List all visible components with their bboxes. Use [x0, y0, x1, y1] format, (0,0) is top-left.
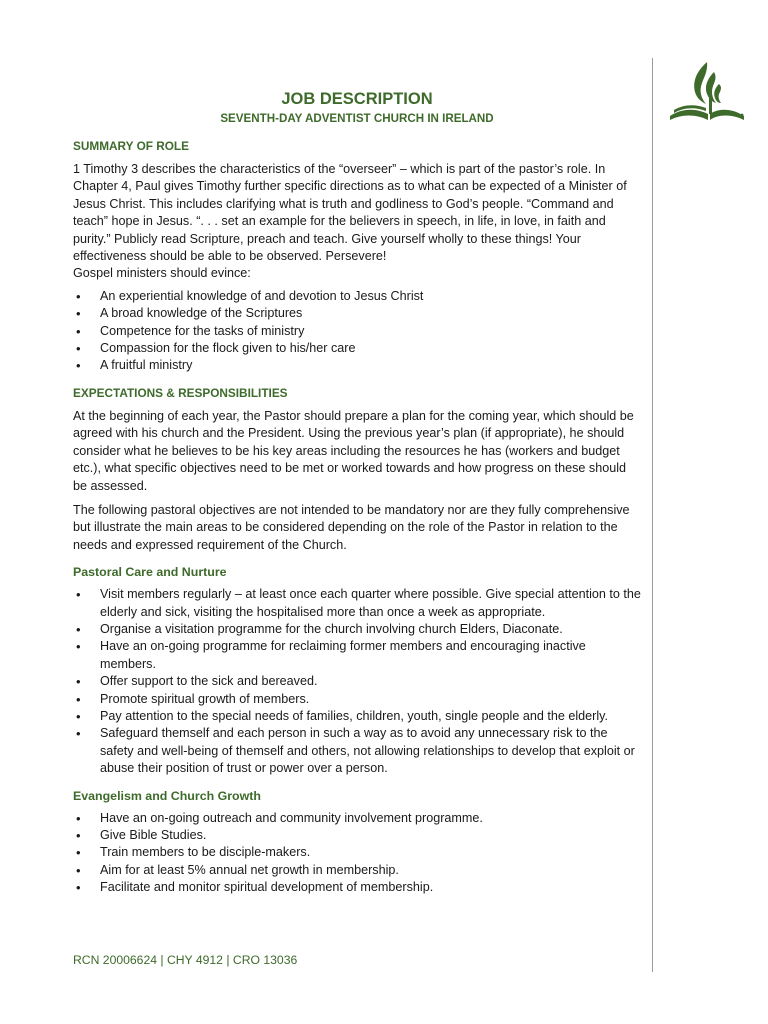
- list-item: • Promote spiritual growth of members.: [73, 691, 641, 708]
- summary-heading: SUMMARY OF ROLE: [73, 139, 190, 153]
- adventist-flame-bible-logo-icon: [668, 58, 746, 126]
- list-item: • Safeguard themself and each person in such a way as to avoid any unnecessary risk to the safety and well-being of themself and others, not allowing relationships to develop that exploit or abuse their position of trust or power over a person.: [73, 725, 641, 777]
- list-item: • Competence for the tasks of ministry: [73, 323, 641, 340]
- evangelism-list: [73, 810, 641, 897]
- pastoral-list: [73, 586, 641, 777]
- pastoral-heading: Pastoral Care and Nurture: [73, 565, 227, 580]
- summary-paragraph: 1 Timothy 3 describes the characteristics of the “overseer” – which is part of the pastor’s role. In Chapter 4, Paul gives Timothy further specific directions as to what can be expected of a Minister of Jesus Christ. This includes clarifying what is truth and godliness to God’s people. “Command and teach” hope in Jesus. “. . . set an example for the believers in speech, in life, in love, in faith and purity.” Publicly read Scripture, preach and teach. Give yourself wholly to these things! Your effectiveness should be able to be observed. Persevere!: [73, 162, 627, 264]
- list-item: • Train members to be disciple-makers.: [73, 844, 641, 861]
- list-item: • Give Bible Studies.: [73, 827, 641, 844]
- summary-lead-in: Gospel ministers should evince:: [73, 266, 251, 281]
- page-title: JOB DESCRIPTION: [281, 90, 433, 108]
- list-item: • Have an on-going outreach and community involvement programme.: [73, 810, 641, 827]
- footer-registration: RCN 20006624 | CHY 4912 | CRO 13036: [73, 953, 298, 967]
- expectations-paragraph-1: At the beginning of each year, the Pastor should prepare a plan for the coming year, which should be agreed with his church and the President. Using the previous year’s plan (if appropriate), he should consider what he believes to be his key areas including the resources he has (workers and budget etc.), what specific objectives need to be met or worked towards and how progress on these should be assessed.: [73, 408, 634, 493]
- list-item: • A fruitful ministry: [73, 357, 641, 374]
- expectations-heading: EXPECTATIONS & RESPONSIBILITIES: [73, 385, 288, 400]
- summary-list: [73, 288, 641, 375]
- list-item: • Pay attention to the special needs of families, children, youth, single people and the elderly.: [73, 708, 641, 725]
- document-body: [73, 88, 641, 907]
- list-item: • A broad knowledge of the Scriptures: [73, 305, 641, 322]
- list-item: • Offer support to the sick and bereaved.: [73, 673, 641, 690]
- list-item: • Have an on-going programme for reclaiming former members and encouraging inactive members.: [73, 638, 641, 673]
- list-item: • Visit members regularly – at least once each quarter where possible. Give special attention to the elderly and sick, visiting the hospitalised more than once a week as appropriate.: [73, 586, 641, 621]
- list-item: • Organise a visitation programme for the church involving church Elders, Diaconate.: [73, 621, 641, 638]
- list-item: • Aim for at least 5% annual net growth in membership.: [73, 862, 641, 879]
- evangelism-heading: Evangelism and Church Growth: [73, 788, 261, 803]
- list-item: • Compassion for the flock given to his/her care: [73, 340, 641, 357]
- list-item: • Facilitate and monitor spiritual development of membership.: [73, 879, 641, 896]
- expectations-paragraph-2: The following pastoral objectives are not intended to be mandatory nor are they fully comprehensive but illustrate the main areas to be considered depending on the role of the Pastor in relation to the needs and expressed requirement of the Church.: [73, 502, 630, 552]
- page-subtitle: SEVENTH-DAY ADVENTIST CHURCH IN IRELAND: [220, 112, 494, 125]
- vertical-divider: [652, 58, 653, 972]
- list-item: • An experiential knowledge of and devotion to Jesus Christ: [73, 288, 641, 305]
